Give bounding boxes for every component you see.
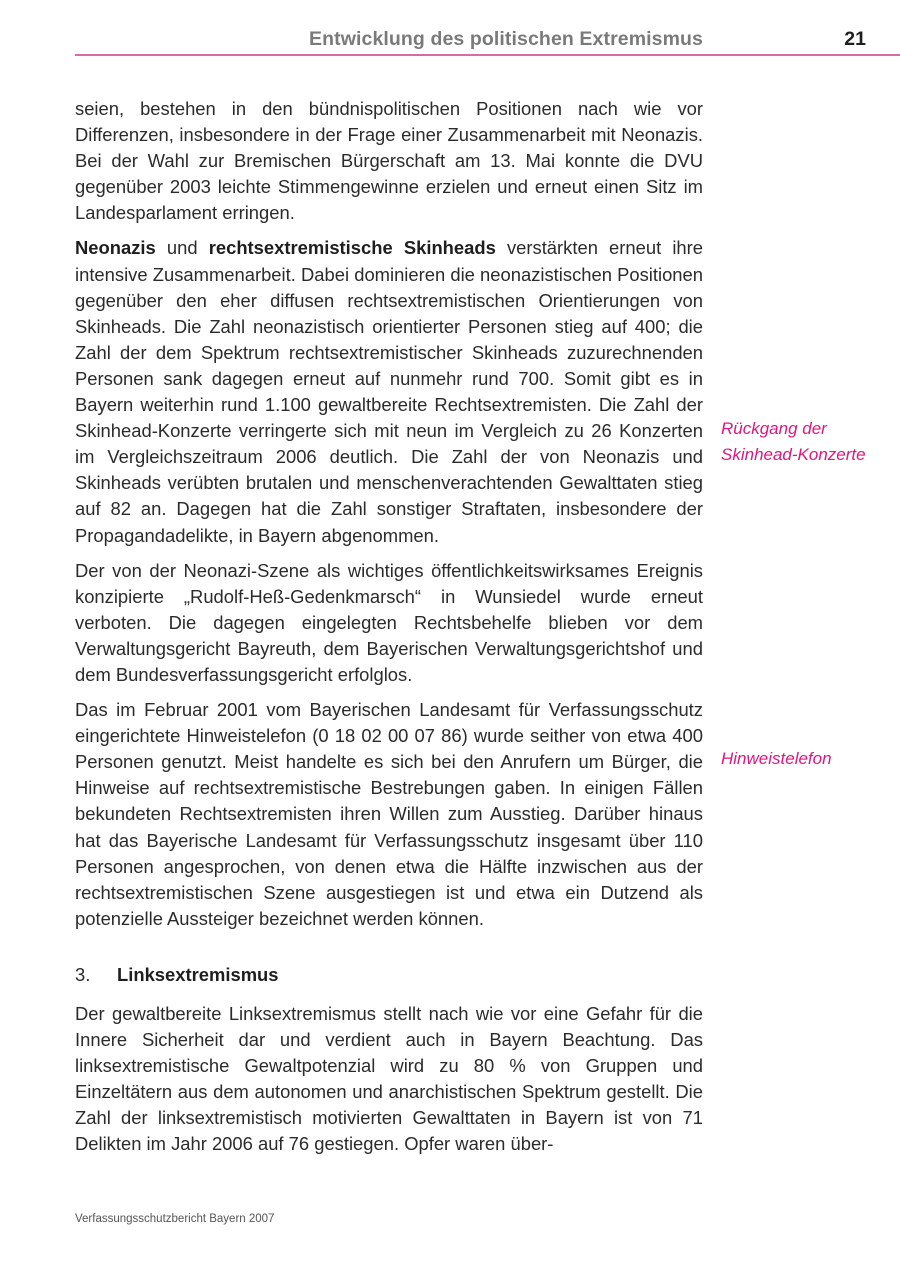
page-number: 21 bbox=[844, 28, 866, 50]
paragraph-hinweistelefon bbox=[75, 697, 703, 932]
section-number: 3. bbox=[75, 963, 91, 985]
paragraph-dvu bbox=[75, 96, 703, 226]
paragraph-linksextremismus bbox=[75, 1001, 703, 1158]
paragraph-text: Der von der Neonazi-Szene als wichtiges öffentlichkeitswirksames Ereignis konzipierte „Rudolf-Heß-Gedenkmarsch“ in Wunsiedel wurde erneut verboten. Die dagegen eingelegten Rechtsbehelfe blieben vor dem Verwaltungsgericht Bayreuth, dem Bayerischen Verwaltungsgerichtshof und dem Bundesverfassungsgericht erfolglos. bbox=[75, 559, 703, 685]
margin-note-line: Rückgang der bbox=[721, 419, 827, 438]
paragraph-text: Der gewaltbereite Linksextremismus stellt nach wie vor eine Gefahr für die Innere Sicherheit dar und verdient auch in Bayern Beachtung. Das linksextremistische Gewaltpotenzial wird zu 80 % von Gruppen und Einzeltätern aus dem autonomen und anarchistischen Spektrum gestellt. Die Zahl der linksextremistisch motivierten Gewalttaten in Bayern ist von 71 Delikten im Jahr 2006 auf 76 gestiegen. Opfer waren über- bbox=[75, 1002, 703, 1155]
section-heading-linksextremismus bbox=[75, 962, 703, 988]
paragraph-text: Das im Februar 2001 vom Bayerischen Landesamt für Verfassungsschutz eingerichtete Hinweistelefon (0 18 02 00 07 86) wurde seither von etwa 400 Personen genutzt. Meist handelte es sich bei den Anrufern um Bürger, die Hinweise auf rechtsextremistische Bestrebungen gaben. In einigen Fällen bekundeten Rechtsextremisten ihren Willen zum Ausstieg. Darüber hinaus hat das Bayerische Landesamt für Verfassungsschutz insgesamt über 110 Personen angesprochen, von denen etwa die Hälfte inzwischen aus der rechtsextremistischen Szene ausgestiegen ist und etwa ein Dutzend als potenzielle Aussteiger bezeichnet werden können. bbox=[75, 699, 703, 929]
margin-note-line: Skinhead-Konzerte bbox=[721, 445, 866, 464]
running-header bbox=[75, 26, 900, 56]
main-text-column bbox=[75, 96, 703, 1166]
margin-note-line: Hinweistelefon bbox=[721, 749, 832, 768]
paragraph-connector: und bbox=[155, 237, 209, 259]
section-title: Linksextremismus bbox=[117, 963, 279, 985]
paragraph-hess-gedenkmarsch bbox=[75, 558, 703, 688]
header-title: Entwicklung des politischen Extremismus bbox=[309, 28, 703, 50]
bold-term-neonazis: Neonazis bbox=[75, 237, 156, 259]
paragraph-neonazis-skinheads bbox=[75, 235, 703, 548]
page-footer: Verfassungsschutzbericht Bayern 2007 bbox=[75, 1213, 275, 1225]
margin-note-hinweistelefon bbox=[721, 746, 891, 772]
header-rule-divider bbox=[75, 54, 900, 56]
paragraph-text: verstärkten erneut ihre intensive Zusammenarbeit. Dabei dominieren die neonazistischen Positionen gegenüber den eher diffusen rechtsextremistischen Orientierungen von Skinheads. Die Zahl neonazistisch orientierter Personen stieg auf 400; die Zahl der dem Spektrum rechtsextremistischer Skinheads zuzurechnenden Personen sank dagegen erneut auf nunmehr rund 700. Somit gibt es in Bayern weiterhin rund 1.100 gewaltbereite Rechtsextremisten. Die Zahl der Skinhead-Konzerte verringerte sich mit neun im Vergleich zu 26 Konzerten im Vergleichszeitraum 2006 deutlich. Die Zahl der von Neonazis und Skinheads verübten brutalen und menschenverachtenden Gewalttaten stieg auf 82 an. Dagegen hat die Zahl sonstiger Straftaten, insbesondere der Propagandadelikte, in Bayern abgenommen. bbox=[75, 237, 703, 546]
paragraph-text: seien, bestehen in den bündnispolitischen Positionen nach wie vor Differenzen, insbesondere in der Frage einer Zusammenarbeit mit Neonazis. Bei der Wahl zur Bremischen Bürgerschaft am 13. Mai konnte die DVU gegenüber 2003 leichte Stimmengewinne erzielen und erneut einen Sitz im Landesparlament erringen. bbox=[75, 98, 703, 224]
bold-term-skinheads: rechtsextremistische Skinheads bbox=[208, 237, 496, 259]
margin-note-skinhead-konzerte bbox=[721, 416, 891, 468]
